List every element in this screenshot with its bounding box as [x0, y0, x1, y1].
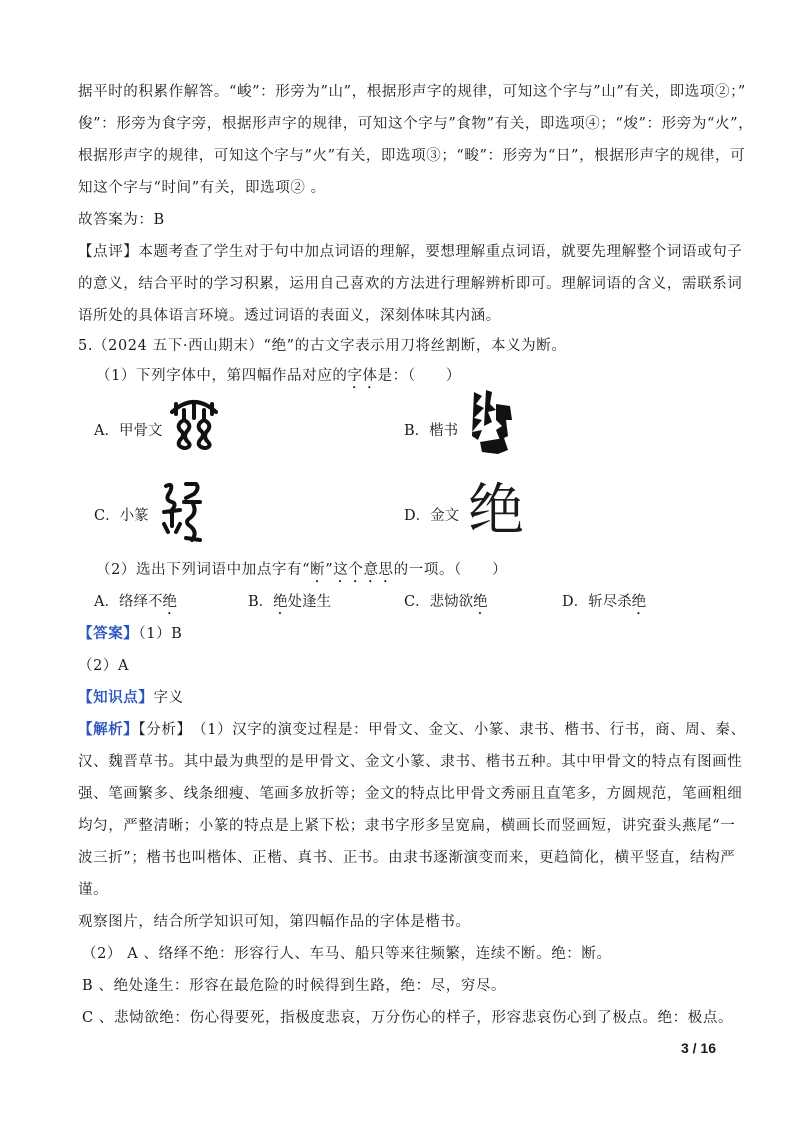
option-a-label: A．甲骨文	[94, 423, 163, 439]
option-b-label: B．楷书	[404, 423, 459, 439]
option-2a	[94, 592, 177, 618]
analysis-observe: 观察图片，结合所学知识可知，第四幅作品的字体是楷书。	[78, 914, 471, 930]
regular-script-jue-glyph: 绝	[468, 478, 524, 543]
comment-text: 本题考查了学生对于句中加点词语的理解，要想理解重点词语，就要先理解整个词语或句子	[138, 244, 743, 260]
analysis-first-line	[78, 720, 746, 740]
sub-question-text: 是：（ ）	[377, 368, 461, 384]
paragraph-line: 据平时的积累作解答。“峻”：形旁为”山”，根据形声字的规律，可知这个字与”山”有关，即选项②；”	[78, 84, 746, 100]
analysis-tag: 【解析】	[78, 721, 139, 738]
sub-question-text: （2）选出下列词语中加点字有	[96, 562, 303, 578]
option-text: B．	[248, 594, 274, 610]
analysis-item: （2） A 、络绎不绝：形容行人、车马、船只等来往频繁，连续不断。绝：断。	[82, 946, 612, 962]
sub-question-1	[96, 366, 461, 392]
sub-question-text: 的一项。（ ）	[393, 562, 508, 578]
dotted-char: 绝	[631, 594, 647, 610]
dotted-char: 绝	[473, 594, 488, 610]
comment-line: 的意义，结合平时的学习积累，运用自己喜欢的方法进行理解辨析即可。理解词语的含义，需联系词	[78, 276, 743, 292]
knowledge-block	[78, 688, 184, 708]
question-stem: 5.（2024 五下·西山期末）“绝”的古文字表示用刀将丝割断，本义为断。	[78, 338, 567, 354]
answer-block	[78, 624, 182, 644]
sub-question-2	[96, 560, 507, 586]
bronze-jue-icon	[466, 386, 516, 458]
option-text: A．络绎不	[94, 594, 163, 610]
analysis-item: B 、绝处逢生：形容在最危险的时候得到生路，绝：尽，穷尽。	[82, 978, 507, 994]
sub-question-text: （1）下列字体中，第四幅作品对应的	[96, 368, 348, 384]
option-c-label: C．小篆	[94, 508, 149, 524]
comment-line	[78, 242, 742, 262]
analysis-item: C 、悲恸欲绝：伤心得要死，指极度悲哀，万分伤心的样子，形容悲哀伤心到了极点。绝：极点。	[82, 1010, 734, 1026]
analysis-line: 波三折”；楷书也叫楷体、正楷、真书、正书。由隶书逐渐演变而来，更趋简化，横平竖直，结构严	[78, 850, 736, 866]
seal-jue-icon	[160, 478, 204, 546]
paragraph-line: 知这个字与“时间”有关，即选项② 。	[78, 180, 326, 196]
page-number: 3 / 16	[680, 1040, 716, 1056]
dotted-text: “断”这个意思	[302, 562, 394, 578]
option-text: 处逢生	[287, 594, 332, 610]
option-2c	[404, 592, 488, 618]
comment-tag: 【点评】	[78, 244, 139, 260]
knowledge-text: 字义	[153, 690, 184, 706]
option-text: D．斩尽杀	[562, 594, 632, 610]
analysis-line: 汉、魏晋草书。其中最为典型的是甲骨文、金文小篆、隶书、楷书五种。其中甲骨文的特点有图画性	[78, 754, 743, 770]
answer-tag: 【答案】	[78, 625, 139, 642]
dotted-text: 字体	[347, 368, 378, 384]
oracle-bone-jue-icon	[166, 390, 222, 452]
dotted-char: 绝	[162, 594, 177, 610]
knowledge-tag: 【知识点】	[78, 689, 154, 706]
answer-2: （2）A	[78, 658, 130, 674]
comment-line: 语所处的具体语言环境。透过词语的表面义，深刻体味其内涵。	[78, 308, 501, 324]
analysis-text: （1）汉字的演变过程是：甲骨文、金文、小篆、隶书、楷书、行书，商、周、秦、	[184, 722, 746, 738]
answer-line: 故答案为：B	[78, 212, 165, 228]
option-d-label: D．金文	[404, 508, 460, 524]
option-text: C．悲恸欲	[404, 594, 474, 610]
analysis-subtag: 【分析】	[138, 722, 185, 738]
analysis-line: 强、笔画繁多、线条细瘦、笔画多放折等；金文的特点比甲骨文秀丽且直笔多，方圆规范，笔画粗细	[78, 786, 743, 802]
paragraph-line: 俊”：形旁为食字旁，根据形声字的规律，可知这个字与”食物”有关，即选项④；“焌”：形旁为“火”，	[78, 116, 754, 132]
answer-1: （1）B	[138, 626, 183, 642]
option-2d	[562, 592, 646, 618]
paragraph-line: 根据形声字的规律，可知这个字与”火”有关，即选项③；“畯”：形旁为“日”，根据形声字的规律，可	[78, 148, 746, 164]
analysis-line: 均匀，严整清晰；小篆的特点是上紧下松；隶书字形多呈宽扁，横画长而竖画短，讲究蚕头燕尾“一	[78, 818, 736, 834]
option-2b	[248, 592, 331, 618]
analysis-line: 谨。	[78, 882, 109, 898]
dotted-char: 绝	[273, 594, 288, 610]
